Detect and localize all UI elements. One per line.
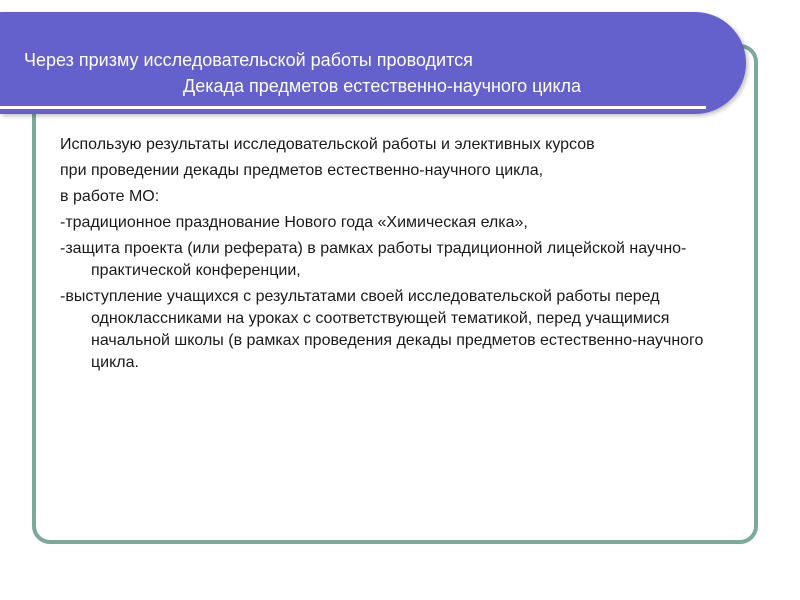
body-paragraph: при проведении декады предметов естественно-научного цикла, xyxy=(60,162,544,179)
title-banner xyxy=(0,12,746,114)
body-paragraph: в работе МО: xyxy=(60,188,160,205)
title-line-1: Через призму исследовательской работы проводится xyxy=(24,50,473,70)
slide-body xyxy=(60,134,750,378)
body-paragraph: -традиционное празднование Нового года «Химическая елка», xyxy=(60,214,528,231)
body-paragraph: Использую результаты исследовательской работы и элективных курсов xyxy=(60,136,595,153)
banner-underline xyxy=(0,106,706,109)
title-line-2: Декада предметов естественно-научного цикла xyxy=(183,76,582,96)
body-paragraph: -выступление учащихся с результатами своей исследовательской работы перед одноклассниками на уроках с соответствующей тематикой, перед учащимися начальной школы (в рамках проведения декады предметов естественно-научного цикла. xyxy=(60,288,704,371)
body-paragraph: -защита проекта (или реферата) в рамках работы традиционной лицейской научно-практической конференции, xyxy=(60,240,687,279)
